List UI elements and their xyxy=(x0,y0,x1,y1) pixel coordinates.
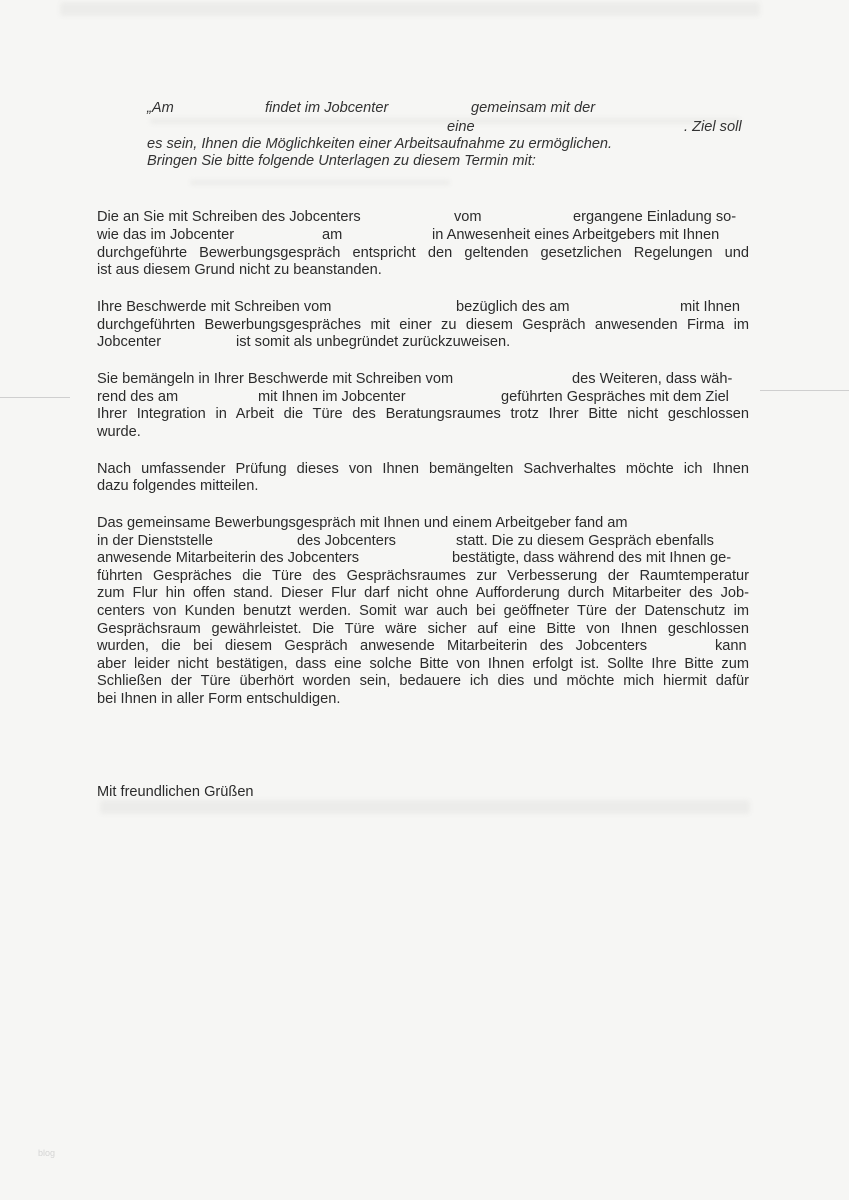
paragraph-line: Das gemeinsame Bewerbungsgespräch mit Ihnen und einem Arbeitgeber fand am xyxy=(97,515,628,531)
paragraph-line: durchgeführten Bewerbungsgespräches mit einer zu diesem Gespräch anwesenden Firma im xyxy=(97,317,749,333)
redaction xyxy=(190,180,450,185)
redaction xyxy=(100,800,750,814)
paragraph-line: bei Ihnen in aller Form entschuldigen. xyxy=(97,691,341,707)
paragraph-line: bestätigte, dass während des mit Ihnen ge- xyxy=(452,550,732,566)
paragraph-line: wie das im Jobcenter xyxy=(97,227,235,243)
quote-line: . Ziel soll xyxy=(684,119,742,135)
paragraph-line: ist aus diesem Grund nicht zu beanstanden. xyxy=(97,262,382,278)
paragraph-line: geführten Gespräches mit dem Ziel xyxy=(501,389,729,405)
quote-line: es sein, Ihnen die Möglichkeiten einer Arbeitsaufnahme zu ermöglichen. xyxy=(147,136,613,152)
paragraph-line: centers von Kunden benutzt werden. Somit war auch bei geöffneter Türe der Datenschutz im xyxy=(97,603,749,619)
paragraph-line: wurden, die bei diesem Gespräch anwesende Mitarbeiterin des Jobcenters xyxy=(97,638,647,654)
quote-line: eine xyxy=(447,119,475,135)
paragraph-line: Nach umfassender Prüfung dieses von Ihnen bemängelten Sachverhaltes möchte ich Ihnen xyxy=(97,461,749,477)
paragraph-line: kann xyxy=(715,638,747,654)
paragraph-line: durchgeführte Bewerbungsgespräch entspricht den geltenden gesetzlichen Regelungen und xyxy=(97,245,749,261)
quote-line: gemeinsam mit der xyxy=(471,100,596,116)
quote-line: Bringen Sie bitte folgende Unterlagen zu diesem Termin mit: xyxy=(147,153,536,169)
paragraph-line: Ihre Beschwerde mit Schreiben vom xyxy=(97,299,332,315)
quote-line: findet im Jobcenter xyxy=(265,100,389,116)
paragraph-line: des Jobcenters xyxy=(297,533,396,549)
paragraph-line: statt. Die zu diesem Gespräch ebenfalls xyxy=(456,533,714,549)
paragraph-line: vom xyxy=(454,209,482,225)
paragraph-line: Sie bemängeln in Ihrer Beschwerde mit Schreiben vom xyxy=(97,371,454,387)
paragraph-line: Jobcenter xyxy=(97,334,162,350)
paragraph-line: rend des am xyxy=(97,389,179,405)
paragraph-line: am xyxy=(322,227,343,243)
paragraph-line: dazu folgendes mitteilen. xyxy=(97,478,259,494)
watermark: blog xyxy=(38,1148,56,1158)
paragraph-line: Schließen der Türe überhört worden sein, bedauere ich dies und möchte mich hiermit dafür xyxy=(97,673,749,689)
page-fold xyxy=(760,390,849,391)
paragraph-line: Ihrer Integration in Arbeit die Türe des Beratungsraumes trotz Ihrer Bitte nicht geschlossen xyxy=(97,406,749,422)
paragraph-line: anwesende Mitarbeiterin des Jobcenters xyxy=(97,550,360,566)
paragraph-line: Gesprächsraum gewährleistet. Die Türe wäre sicher auf eine Bitte von Ihnen geschlossen xyxy=(97,621,749,637)
paragraph-line: Die an Sie mit Schreiben des Jobcenters xyxy=(97,209,361,225)
paragraph-line: mit Ihnen im Jobcenter xyxy=(258,389,406,405)
paragraph-line: des Weiteren, dass wäh- xyxy=(572,371,733,387)
paragraph-line: führten Gespräches die Türe des Gesprächsraumes zur Verbesserung der Raumtemperatur xyxy=(97,568,749,584)
paragraph-line: zum Flur hin offen stand. Dieser Flur darf nicht ohne Aufforderung durch Mitarbeiter des Job- xyxy=(97,585,749,601)
paragraph-line: aber leider nicht bestätigen, dass eine solche Bitte von Ihnen erfolgt ist. Sollte Ihre Bitte zum xyxy=(97,656,749,672)
paragraph-line: in der Dienststelle xyxy=(97,533,213,549)
page-fold xyxy=(0,397,70,398)
redaction xyxy=(60,2,760,16)
paragraph-line: in Anwesenheit eines Arbeitgebers mit Ihnen xyxy=(432,227,720,243)
paragraph-line: ergangene Einladung so- xyxy=(573,209,737,225)
closing-salutation: Mit freundlichen Grüßen xyxy=(97,784,254,800)
paragraph-line: bezüglich des am xyxy=(456,299,570,315)
paragraph-line: mit Ihnen xyxy=(680,299,741,315)
paragraph-line: wurde. xyxy=(97,424,141,440)
paragraph-line: ist somit als unbegründet zurückzuweisen. xyxy=(236,334,511,350)
redaction xyxy=(150,118,740,124)
quote-line: „Am xyxy=(147,100,174,116)
